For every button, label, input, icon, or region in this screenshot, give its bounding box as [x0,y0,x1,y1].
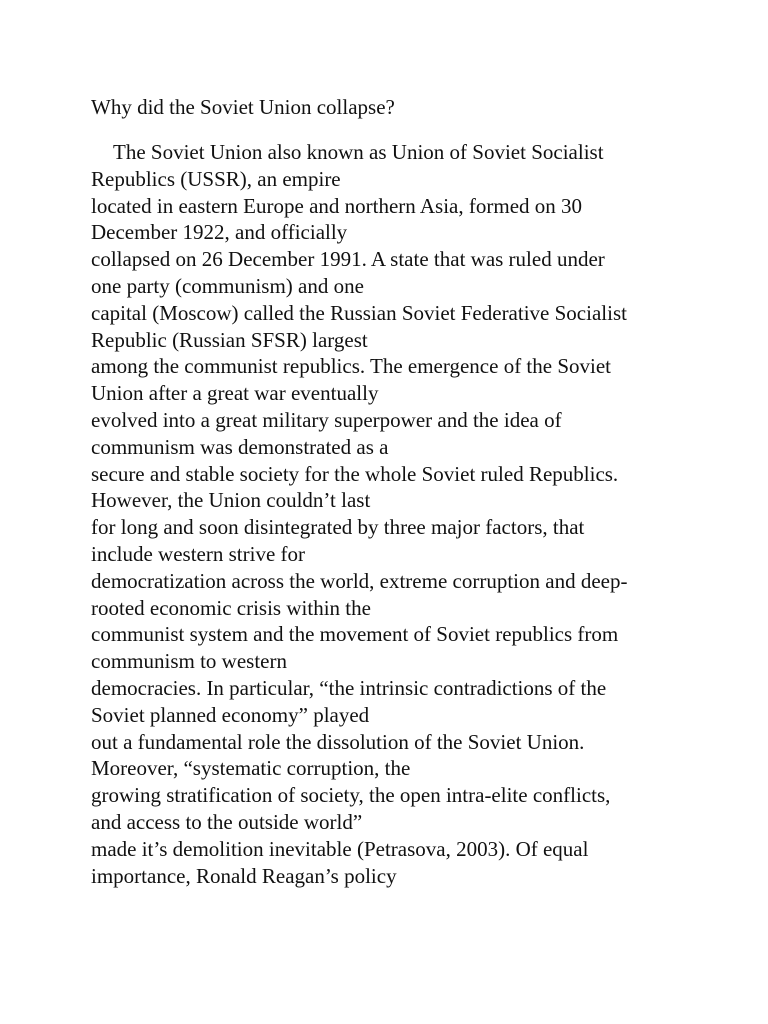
body-line: Republic (Russian SFSR) largest [91,327,368,352]
body-line: communism was demonstrated as a [91,434,389,459]
body-line: Republics (USSR), an empire [91,166,341,191]
body-line: However, the Union couldn’t last [91,488,371,513]
body-line: importance, Ronald Reagan’s policy [91,863,397,888]
document-title: Why did the Soviet Union collapse? [91,95,395,119]
body-line: Moreover, “systematic corruption, the [91,756,411,781]
body-line: Union after a great war eventually [91,381,379,406]
body-line: communism to western [91,649,287,674]
body-line: collapsed on 26 December 1991. A state that was ruled under [91,247,605,272]
body-line: December 1922, and officially [91,220,348,245]
body-line: The Soviet Union also known as Union of Soviet Socialist [113,140,604,164]
body-line: capital (Moscow) called the Russian Soviet Federative Socialist [91,300,627,325]
body-line: and access to the outside world” [91,809,363,834]
body-line: democratization across the world, extreme corruption and deep- [91,568,628,593]
body-line: for long and soon disintegrated by three major factors, that [91,515,585,540]
body-line: secure and stable society for the whole Soviet ruled Republics. [91,461,619,486]
body-line: communist system and the movement of Soviet republics from [91,622,619,647]
body-line: rooted economic crisis within the [91,595,371,620]
body-line: made it’s demolition inevitable (Petrasova, 2003). Of equal [91,836,589,861]
body-line: include western strive for [91,541,306,566]
body-line: growing stratification of society, the open intra-elite conflicts, [91,783,611,808]
body-line: evolved into a great military superpower and the idea of [91,407,562,432]
body-line: located in eastern Europe and northern Asia, formed on 30 [91,193,583,218]
body-line: out a fundamental role the dissolution of the Soviet Union. [91,729,585,754]
document-body [91,139,691,889]
body-line: one party (communism) and one [91,273,364,298]
body-line: democracies. In particular, “the intrinsic contradictions of the [91,675,607,700]
body-line: Soviet planned economy” played [91,702,370,727]
body-line: among the communist republics. The emergence of the Soviet [91,354,612,379]
